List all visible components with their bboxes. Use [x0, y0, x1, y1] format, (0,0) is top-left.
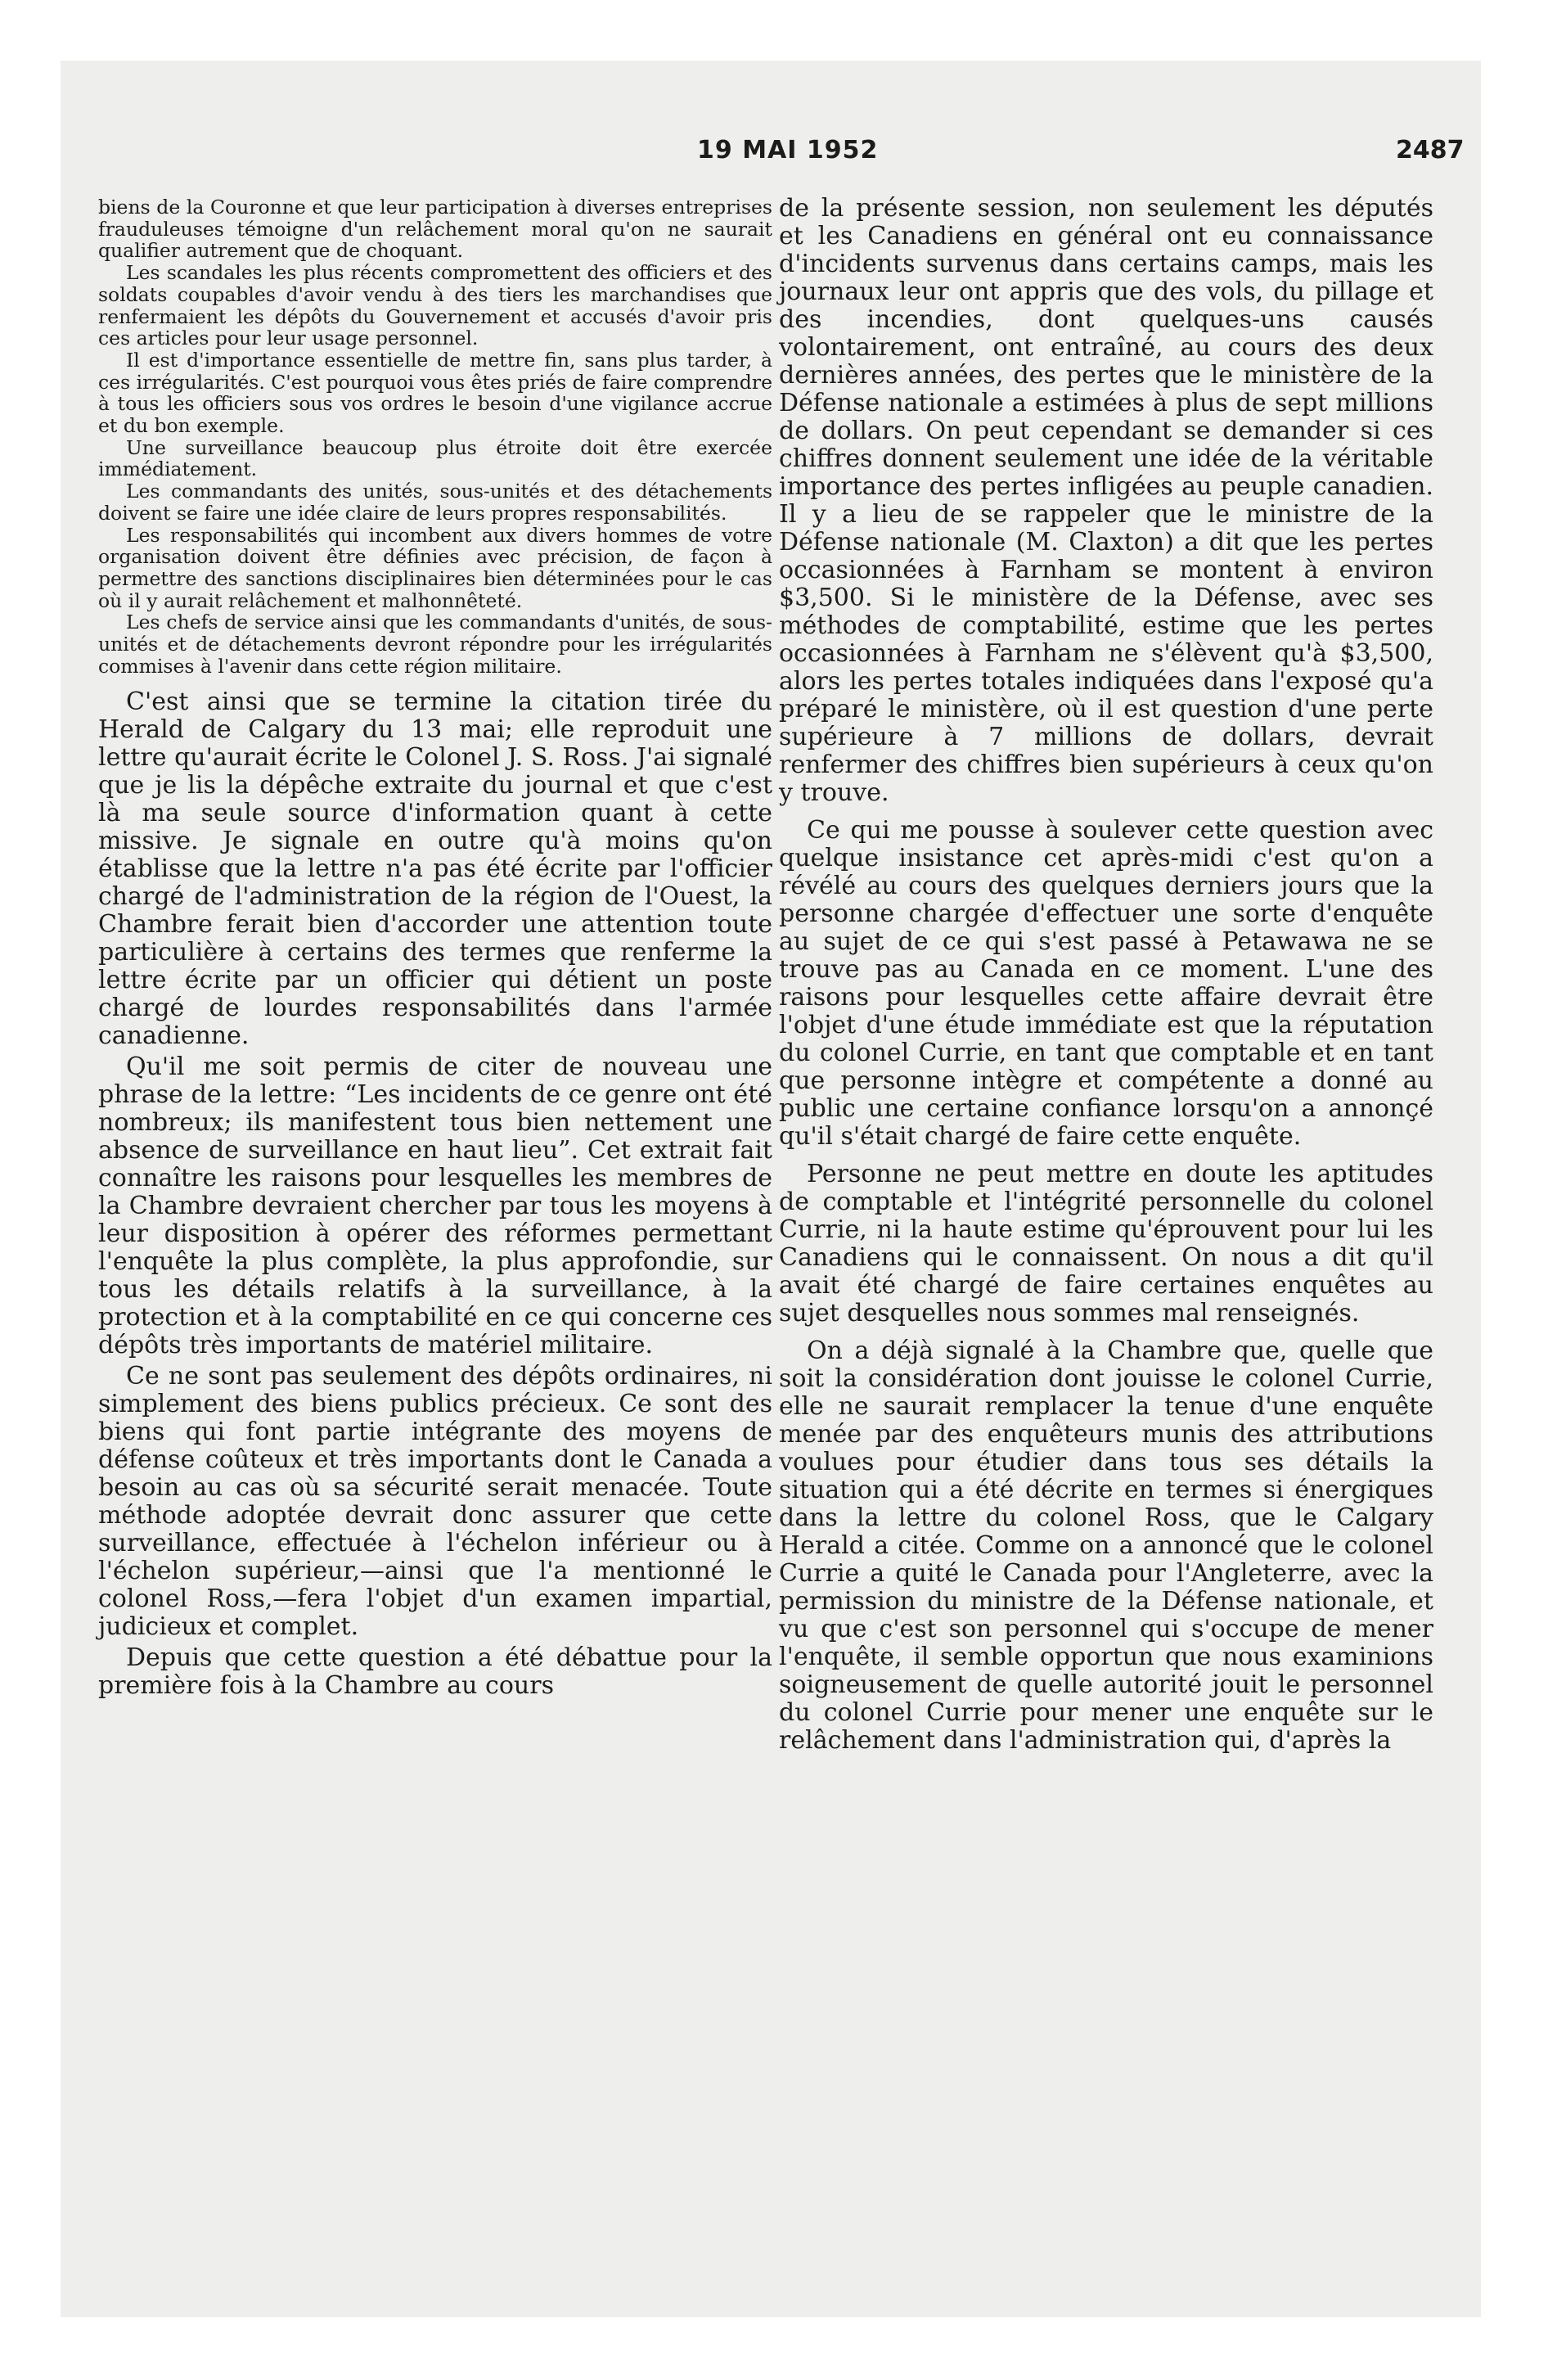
page-number: 2487	[1396, 136, 1465, 165]
quote-paragraph: Une surveillance beaucoup plus étroite doit être exercée immédiatement.	[98, 435, 772, 481]
right-column	[779, 195, 1433, 1755]
quote-paragraph: biens de la Couronne et que leur participation à diverses entreprises frauduleuses témoigne d'un relâchement moral qu'on ne saurait qualifier autrement que de choquant.	[98, 196, 772, 263]
body-paragraph: Depuis que cette question a été débattue pour la première fois à la Chambre au cours	[98, 1643, 772, 1701]
quote-paragraph: Il est d'importance essentielle de mettre fin, sans plus tarder, à ces irrégularités. C'est pourquoi vous êtes priés de faire comprendre à tous les officiers sous vos ordres le besoin d'une vigilance accrue et du bon exemple.	[98, 348, 772, 438]
body-paragraph: On a déjà signalé à la Chambre que, quelle que soit la considération dont jouisse le colonel Currie, elle ne saurait remplacer la tenue d'une enquête menée par des enquêteurs munis des attributions voulues pour étudier dans tous ses détails la situation qui a été décrite en termes si énergiques dans la lettre du colonel Ross, que le Calgary Herald a citée. Comme on a annoncé que le colonel Currie a quité le Canada pour l'Angleterre, avec la permission du ministre de la Défense nationale, et vu que c'est son personnel qui s'occupe de mener l'enquête, il semble opportun que nous examinions soigneusement de quelle autorité jouit le personnel du colonel Currie pour mener une enquête sur le relâchement dans l'administration qui, d'après la	[779, 1336, 1433, 1755]
body-paragraph: Ce ne sont pas seulement des dépôts ordinaires, ni simplement des biens publics précieux. Ce sont des biens qui font partie intégrante des moyens de défense coûteux et très importants dont le Canada a besoin au cas où sa sécurité serait menacée. Toute méthode adoptée devrait donc assurer que cette surveillance, effectuée à l'échelon inférieur ou à l'échelon supérieur,—ainsi que l'a mentionné le colonel Ross,—fera l'objet d'un examen impartial, judicieux et complet.	[98, 1362, 772, 1642]
body-paragraph: Qu'il me soit permis de citer de nouveau une phrase de la lettre: “Les incidents de ce genre ont été nombreux; ils manifestent tous bien nettement une absence de surveillance en haut lieu”. Cet extrait fait connaître les raisons pour lesquelles les membres de la Chambre devraient chercher par tous les moyens à leur disposition à opérer des réformes permettant l'enquête la plus complète, la plus approfondie, sur tous les détails relatifs à la surveillance, à la protection et à la comptabilité en ce qui concerne ces dépôts très importants de matériel militaire.	[98, 1053, 772, 1360]
page-date: 19 MAI 1952	[697, 136, 879, 165]
right-body-text	[779, 195, 1433, 1755]
body-paragraph: de la présente session, non seulement les députés et les Canadiens en général ont eu connaissance d'incidents survenus dans certains camps, mais les journaux leur ont appris que des vols, du pillage et des incendies, dont quelques-uns causés volontairement, ont entraîné, au cours des deux dernières années, des pertes que le ministère de la Défense nationale a estimées à plus de sept millions de dollars. On peut cependant se demander si ces chiffres donnent seulement une idée de la véritable importance des pertes infligées au peuple canadien. Il y a lieu de se rappeler que le ministre de la Défense nationale (M. Claxton) a dit que les pertes occasionnées à Farnham se montent à environ $3,500. Si le ministère de la Défense, avec ses méthodes de comptabilité, estime que les pertes occasionnées à Farnham ne s'élèvent qu'à $3,500, alors les pertes totales indiquées dans l'exposé qu'a préparé le ministère, où il est question d'une perte supérieure à 7 millions de dollars, devrait renfermer des chiffres bien supérieurs à ceux qu'on y trouve.	[779, 194, 1433, 807]
quote-paragraph: Les scandales les plus récents compromettent des officiers et des soldats coupables d'avoir vendu à des tiers les marchandises que renfermaient les dépôts du Gouvernement et accusés d'avoir pris ces articles pour leur usage personnel.	[98, 261, 772, 350]
quote-paragraph: Les responsabilités qui incombent aux divers hommes de votre organisation doivent être définies avec précision, de façon à permettre des sanctions disciplinaires bien déterminées pour le cas où il y aurait relâchement et malhonnêteté.	[98, 523, 772, 612]
quoted-letter	[98, 196, 772, 677]
left-column	[98, 196, 772, 1700]
body-paragraph: Ce qui me pousse à soulever cette question avec quelque insistance cet après-midi c'est qu'on a révélé au cours des quelques derniers jours que la personne chargée d'effectuer une sorte d'enquête au sujet de ce qui s'est passé à Petawawa ne se trouve pas au Canada en ce moment. L'une des raisons pour lesquelles cette affaire devrait être l'objet d'une étude immédiate est que la réputation du colonel Currie, en tant que comptable et en tant que personne intègre et compétente a donné au public une certaine confiance lorsqu'on a annonçé qu'il s'était chargé de faire cette enquête.	[779, 816, 1433, 1151]
quote-paragraph: Les chefs de service ainsi que les commandants d'unités, de sous-unités et de détachements devront répondre pour les irrégularités commises à l'avenir dans cette région militaire.	[98, 611, 772, 678]
body-paragraph: C'est ainsi que se termine la citation tirée du Herald de Calgary du 13 mai; elle reproduit une lettre qu'aurait écrite le Colonel J. S. Ross. J'ai signalé que je lis la dépêche extraite du journal et que c'est là ma seule source d'information quant à cette missive. Je signale en outre qu'à moins qu'on établisse que la lettre n'a pas été écrite par l'officier chargé de l'administration de la région de l'Ouest, la Chambre ferait bien d'accorder une attention toute particulière à certains des termes que renferme la lettre écrite par un officier qui détient un poste chargé de lourdes responsabilités dans l'armée canadienne.	[98, 687, 772, 1051]
quote-paragraph: Les commandants des unités, sous-unités et des détachements doivent se faire une idée claire de leurs propres responsabilités.	[98, 480, 772, 525]
left-body-text	[98, 688, 772, 1700]
body-paragraph: Personne ne peut mettre en doute les aptitudes de comptable et l'intégrité personnelle du colonel Currie, ni la haute estime qu'éprouvent pour lui les Canadiens qui le connaissent. On nous a dit qu'il avait été chargé de faire certaines enquêtes au sujet desquelles nous sommes mal renseignés.	[779, 1160, 1433, 1327]
